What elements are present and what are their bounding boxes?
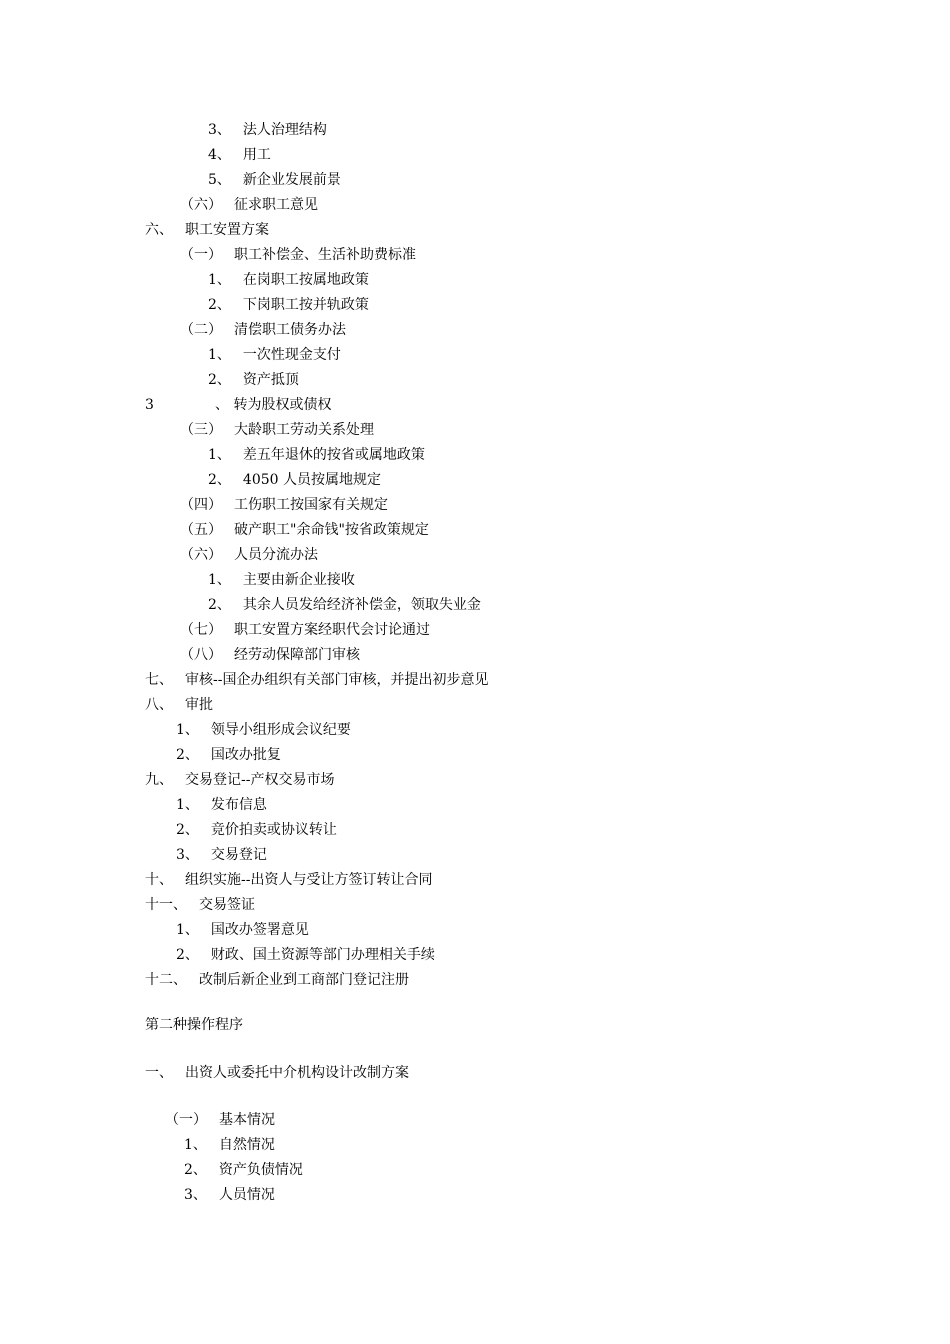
list-item [180,196,318,214]
list-item [208,471,381,489]
list-item [184,1161,303,1179]
item-text: 资产抵顶 [242,372,299,388]
procedure-title [145,1016,243,1034]
item-text: 出资人或委托中介机构设计改制方案 [185,1065,409,1081]
list-item [180,496,388,514]
item-number: （七） [180,622,222,638]
item-number: （六） [180,547,222,563]
list-item [176,721,351,739]
item-text: 4050 人员按属地规定 [242,472,382,488]
item-number: （二） [180,322,222,338]
item-number: 十二、 [145,972,187,988]
item-number: 5、 [208,172,231,188]
list-item [208,121,327,139]
list-item [180,646,360,664]
item-number: 1、 [208,272,231,288]
item-number: 3、 [184,1187,207,1203]
item-text: 、 转为股权或债权 [215,397,332,413]
list-item [165,1111,275,1129]
item-number: （一） [180,247,222,263]
item-text: 主要由新企业接收 [242,572,355,588]
list-item [176,796,267,814]
list-item [208,346,341,364]
list-item [180,321,346,339]
item-number: （一） [165,1112,207,1128]
list-item [176,846,267,864]
item-text: 第二种操作程序 [145,1017,243,1033]
list-item [145,396,331,414]
list-item [208,296,369,314]
item-number: 1、 [208,572,231,588]
item-number: 2、 [208,472,231,488]
item-text: 清偿职工债务办法 [234,322,346,338]
item-text: 交易登记 [210,847,267,863]
item-text: 破产职工"余命钱"按省政策规定 [234,522,429,538]
section-heading [145,971,409,989]
item-text: 差五年退休的按省或属地政策 [242,447,425,463]
list-item [180,546,318,564]
item-number: （三） [180,422,222,438]
item-number: 1、 [176,722,199,738]
item-text: 工伤职工按国家有关规定 [234,497,388,513]
item-text: 新企业发展前景 [242,172,341,188]
item-text: 职工安置方案 [185,222,269,238]
item-number: 七、 [145,672,173,688]
item-text: 职工补偿金、生活补助费标准 [234,247,416,263]
list-item [208,446,425,464]
list-item [180,521,429,539]
item-text: 领导小组形成会议纪要 [210,722,351,738]
list-item [184,1186,275,1204]
item-number: 1、 [208,347,231,363]
item-number: （五） [180,522,222,538]
list-item [208,596,481,614]
item-number: 1、 [208,447,231,463]
item-text: 交易签证 [199,897,255,913]
item-text: 竞价拍卖或协议转让 [210,822,337,838]
item-number: 2、 [176,822,199,838]
item-number: 1、 [184,1137,207,1153]
item-number: 六、 [145,222,173,238]
item-text: 征求职工意见 [234,197,318,213]
item-number: （六） [180,197,222,213]
item-number: （四） [180,497,222,513]
item-text: 审核--国企办组织有关部门审核，并提出初步意见 [185,672,489,688]
item-number: 2、 [176,947,199,963]
item-text: 人员情况 [218,1187,275,1203]
section-heading [145,1064,409,1082]
item-number: 2、 [208,597,231,613]
item-text: 交易登记--产权交易市场 [185,772,335,788]
item-number: 3、 [208,122,231,138]
item-text: 一次性现金支付 [242,347,341,363]
section-heading [145,671,488,689]
section-heading [145,696,213,714]
item-number: 2、 [176,747,199,763]
list-item [184,1136,275,1154]
list-item [180,421,374,439]
section-heading [145,896,255,914]
list-item [180,246,416,264]
item-text: 基本情况 [219,1112,275,1128]
item-number: 3、 [176,847,199,863]
item-text: 组织实施--出资人与受让方签订转让合同 [185,872,433,888]
item-text: 下岗职工按并轨政策 [242,297,369,313]
list-item [208,171,341,189]
section-heading [145,871,432,889]
item-number: 2、 [208,372,231,388]
item-text: 职工安置方案经职代会讨论通过 [234,622,430,638]
item-number: 一、 [145,1065,173,1081]
item-text: 改制后新企业到工商部门登记注册 [199,972,409,988]
list-item [176,946,435,964]
item-text: 自然情况 [218,1137,275,1153]
list-item [208,371,299,389]
item-text: 用工 [242,147,271,163]
item-text: 国改办批复 [210,747,281,763]
item-number: 十、 [145,872,173,888]
item-number: 4、 [208,147,231,163]
item-text: 法人治理结构 [242,122,327,138]
item-text: 发布信息 [210,797,267,813]
list-item [176,821,337,839]
section-heading [145,771,334,789]
list-item [180,621,430,639]
item-number: 1、 [176,922,199,938]
item-text: 人员分流办法 [234,547,318,563]
item-number: 十一、 [145,897,187,913]
item-number: （八） [180,647,222,663]
list-item [208,271,369,289]
item-text: 在岗职工按属地政策 [242,272,369,288]
item-number: 九、 [145,772,173,788]
list-item [208,571,355,589]
item-text: 审批 [185,697,213,713]
section-heading [145,221,269,239]
item-number: 2、 [208,297,231,313]
item-text: 其余人员发给经济补偿金，领取失业金 [242,597,481,613]
list-item [176,746,281,764]
item-number: 1、 [176,797,199,813]
list-item [176,921,309,939]
item-text: 财政、国土资源等部门办理相关手续 [210,947,435,963]
item-text: 经劳动保障部门审核 [234,647,360,663]
item-text: 资产负债情况 [218,1162,303,1178]
item-number: 3 [145,397,154,413]
item-text: 国改办签署意见 [210,922,309,938]
list-item [208,146,271,164]
item-number: 八、 [145,697,173,713]
item-text: 大龄职工劳动关系处理 [234,422,374,438]
item-number: 2、 [184,1162,207,1178]
